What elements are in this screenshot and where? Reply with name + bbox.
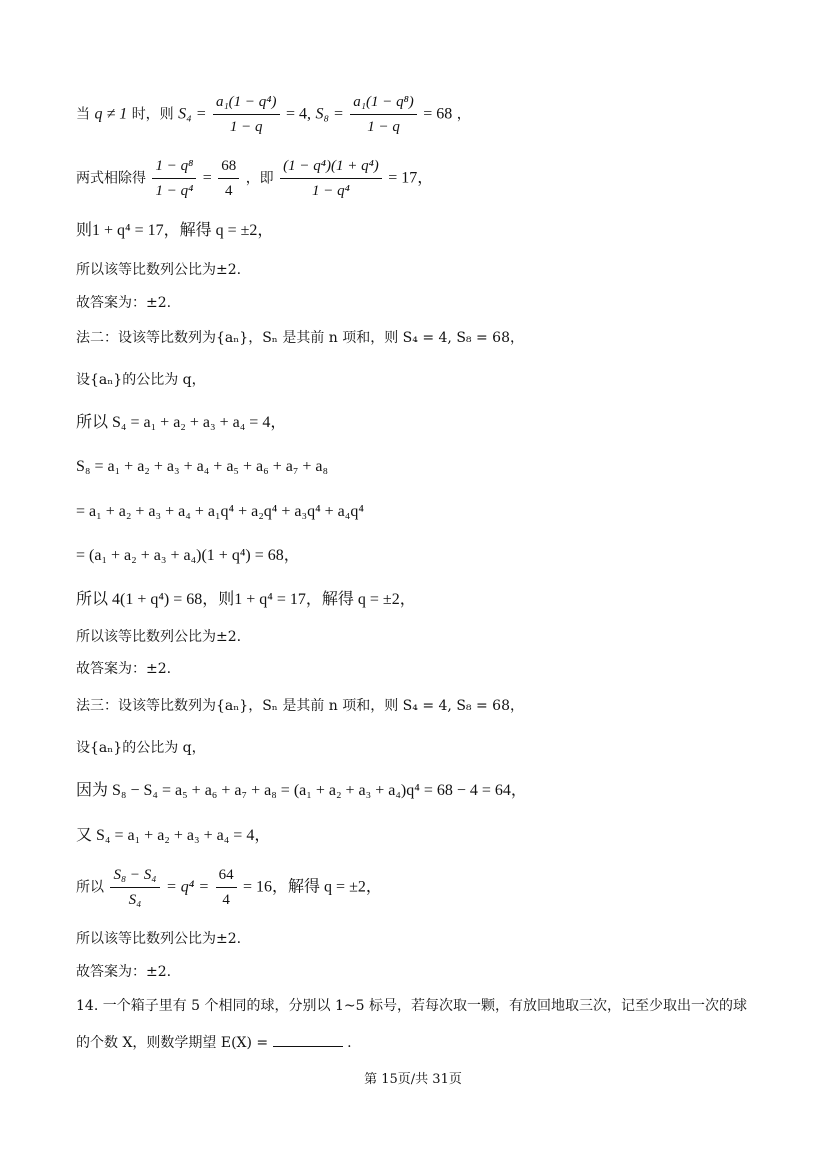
text: 两式相除得 xyxy=(76,170,146,187)
line-set-ratio: 设{aₙ}的公比为 q， xyxy=(76,372,206,388)
line-s4-sum: 所以 S₄ = a₁ + a₂ + a₃ + a₄ = 4， xyxy=(76,414,287,431)
fraction-64-4 xyxy=(216,865,237,910)
page-footer: 第 15页/共 31页 xyxy=(364,1072,462,1087)
line-conclusion-3: 所以该等比数列公比为±2. xyxy=(76,931,242,947)
fraction-denominator: 1 − q⁴ xyxy=(155,183,194,199)
line-s8-factor: = (a₁ + a₂ + a₃ + a₄)(1 + q⁴) = 68， xyxy=(76,547,300,564)
line-s8-minus-s4: 因为 S₈ − S₄ = a₅ + a₆ + a₇ + a₈ = (a₁ + a₂ + a₃ + a₄)q⁴ = 68 − 4 = 64， xyxy=(76,782,527,799)
math: = 4, xyxy=(285,105,311,123)
fraction-numerator: 64 xyxy=(216,865,237,888)
text: 的个数 X，则数学期望 E(X) = xyxy=(76,1035,269,1051)
line-answer-3: 故答案为：±2. xyxy=(76,964,172,980)
fraction-numerator: 1 − q⁸ xyxy=(152,156,196,179)
text: ， xyxy=(456,106,471,123)
fraction-s4 xyxy=(213,92,280,137)
math: = 16，解得 q = ±2， xyxy=(243,878,382,896)
fraction-s8-s4 xyxy=(110,865,159,910)
fraction-s8 xyxy=(350,92,417,137)
math-s8-label: S₈ = xyxy=(315,105,344,123)
line-ratio xyxy=(76,865,382,910)
fraction-numerator: S₈ − S₄ xyxy=(110,865,159,888)
line-answer-2: 故答案为：±2. xyxy=(76,661,172,677)
math: = 17， xyxy=(388,169,434,187)
fraction-denominator: 1 − q⁴ xyxy=(312,183,350,199)
line-s8-expand: = a₁ + a₂ + a₃ + a₄ + a₁q⁴ + a₂q⁴ + a₃q⁴ + a₄q⁴ xyxy=(76,503,364,520)
line-method-two: 法二：设该等比数列为{aₙ}，Sₙ 是其前 n 项和，则 S₄ = 4, S₈ = 68， xyxy=(76,330,524,346)
text: 所以 xyxy=(76,879,104,896)
fraction-denominator: 1 − q xyxy=(229,119,263,135)
question-14-text: 14. 一个箱子里有 5 个相同的球，分别以 1~5 标号，若每次取一颗，有放回地取三次，记至少取出一次的球 xyxy=(76,998,747,1014)
text: ，即 xyxy=(245,170,274,187)
line-s8-sum: S₈ = a₁ + a₂ + a₃ + a₄ + a₅ + a₆ + a₇ + a₈ xyxy=(76,458,329,475)
fraction-denominator: S₄ xyxy=(128,892,142,908)
fraction-numerator: a₁(1 − q⁸) xyxy=(350,92,417,115)
fraction-denominator: 4 xyxy=(222,892,230,908)
math: q ≠ 1 xyxy=(94,105,128,123)
line-set-ratio-2: 设{aₙ}的公比为 q， xyxy=(76,740,206,756)
math: = q⁴ = xyxy=(165,878,210,896)
fraction-q8-q4 xyxy=(152,156,196,201)
fraction-numerator: a₁(1 − q⁴) xyxy=(213,92,280,115)
fraction-numerator: 68 xyxy=(218,156,239,179)
line-s4-again: 又 S₄ = a₁ + a₂ + a₃ + a₄ = 4， xyxy=(76,827,271,844)
line-solve-q: 则1 + q⁴ = 17，解得 q = ±2， xyxy=(76,222,274,239)
fraction-factored xyxy=(280,156,382,201)
fraction-68-4 xyxy=(218,156,239,201)
line-conclusion-2: 所以该等比数列公比为±2. xyxy=(76,629,242,645)
text: . xyxy=(347,1035,352,1051)
fraction-numerator: (1 − q⁴)(1 + q⁴) xyxy=(280,156,382,179)
text: 当 xyxy=(76,106,90,123)
math-s4-label: S₄ = xyxy=(178,105,207,123)
question-14-blank-line xyxy=(76,1032,352,1053)
answer-blank[interactable] xyxy=(273,1032,343,1047)
line-answer: 故答案为：±2. xyxy=(76,295,172,311)
line-method-three: 法三：设该等比数列为{aₙ}，Sₙ 是其前 n 项和，则 S₄ = 4, S₈ = 68， xyxy=(76,698,524,714)
line-divide: 两式相除得 $\frac{\text{1 − q⁸}}{\text{1 − q⁴}}$ = $\frac{68}{4}$ ，即 $\frac{\text{(1 − q⁴)(1 + q⁴)}}{\text{1 − q⁴}}$ = 17， xyxy=(76,158,434,199)
fraction-denominator: 4 xyxy=(224,183,233,199)
line-solve-q-2: 所以 4(1 + q⁴) = 68，则1 + q⁴ = 17，解得 q = ±2， xyxy=(76,591,416,608)
fraction-denominator: 1 − q xyxy=(367,119,400,135)
line-conclusion: 所以该等比数列公比为±2. xyxy=(76,262,242,278)
math: = 68 xyxy=(423,105,453,123)
text: 时，则 xyxy=(131,106,174,123)
line-case-q-not-1 xyxy=(76,92,471,137)
